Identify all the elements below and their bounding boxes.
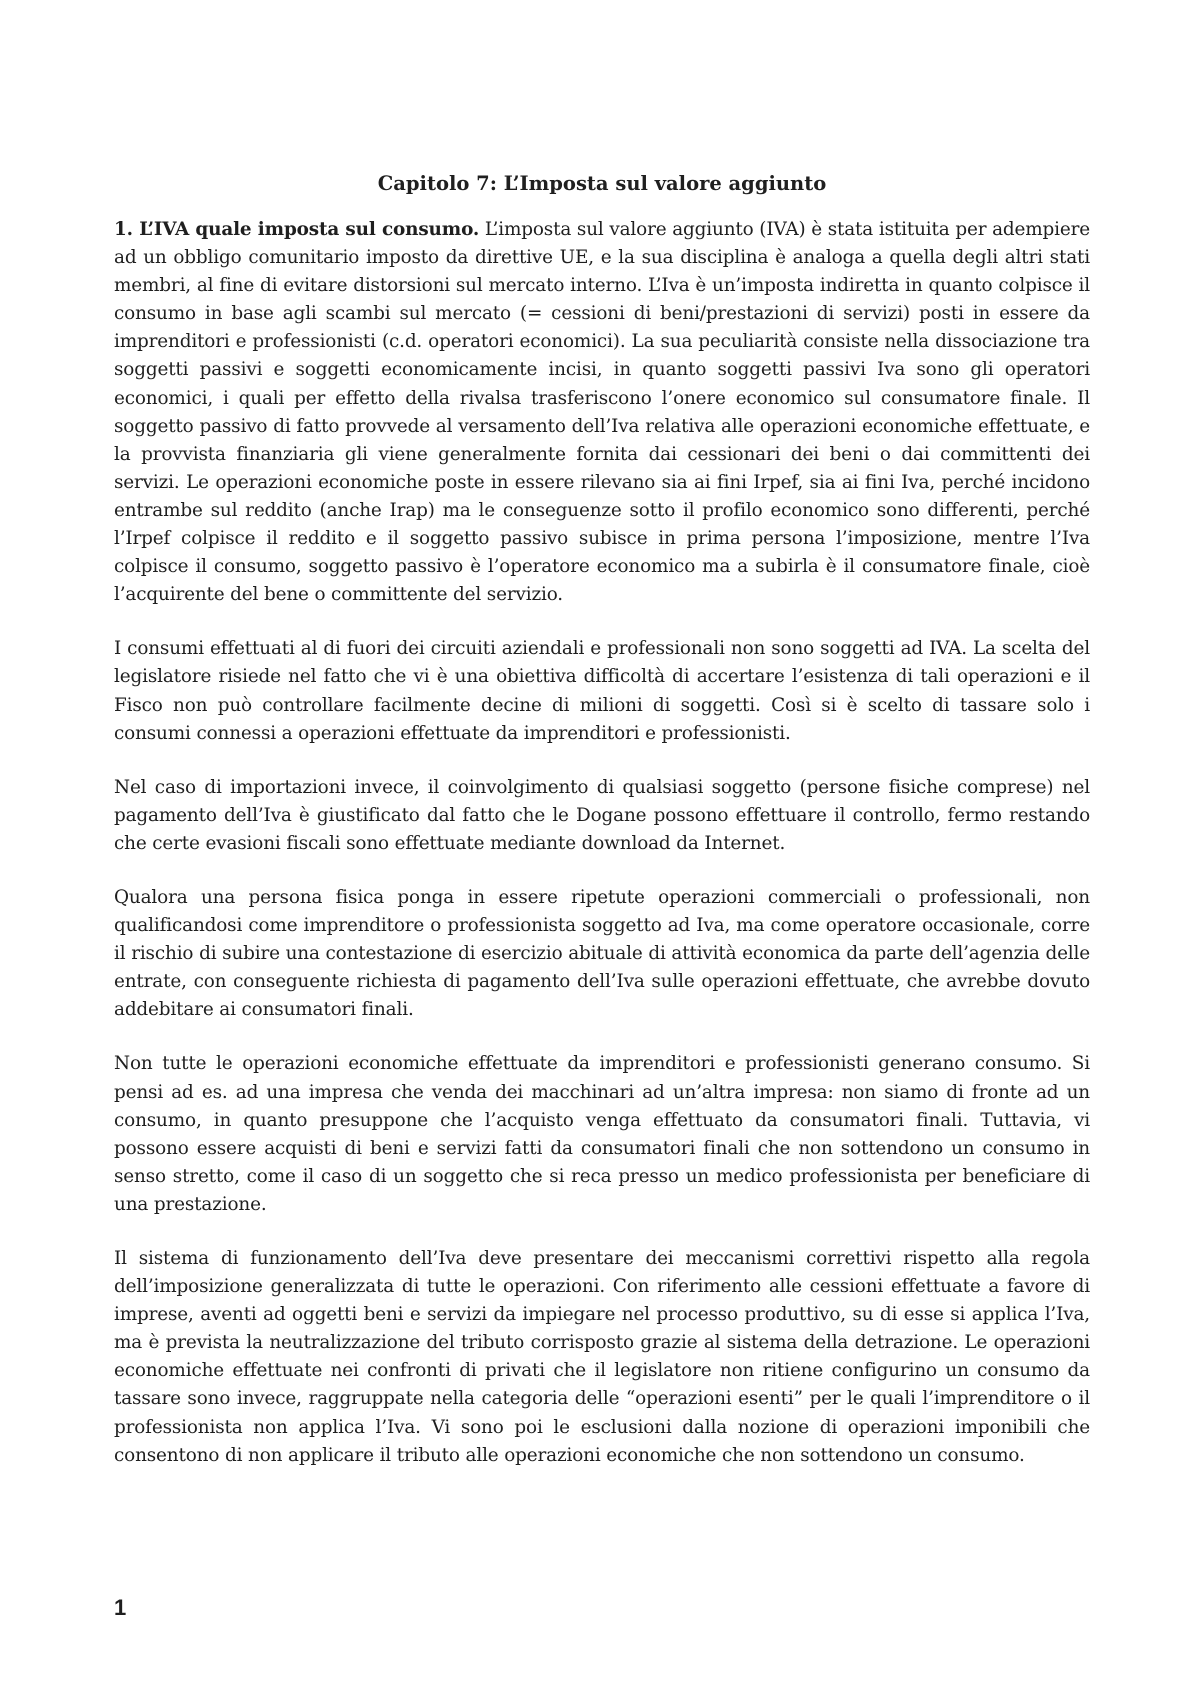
paragraph-text: L’imposta sul valore aggiunto (IVA) è stata istituita per adempiere ad un obbligo comunitario imposto da direttive UE, e la sua disciplina è analoga a quella degli altri stati membri, al fine di evitare distorsioni sul mercato interno. L’Iva è un’imposta indiretta in quanto colpisce il consumo in base agli scambi sul mercato (= cessioni di beni/prestazioni di servizi) posti in essere da imprenditori e professionisti (c.d. operatori economici). La sua peculiarità consiste nella dissociazione tra soggetti passivi e soggetti economicamente incisi, in quanto soggetti passivi Iva sono gli operatori economici, i quali per effetto della rivalsa trasferiscono l’onere economico sul consumatore finale. Il soggetto passivo di fatto provvede al versamento dell’Iva relativa alle operazioni economiche effettuate, e la provvista finanziaria gli viene generalmente fornita dai cessionari dei beni o dai committenti dei servizi. Le operazioni economiche poste in essere rilevano sia ai fini Irpef, sia ai fini Iva, perché incidono entrambe sul reddito (anche Irap) ma le conseguenze sotto il profilo economico sono differenti, perché l’Irpef colpisce il reddito e il soggetto passivo subisce in prima persona l’imposizione, mentre l’Iva colpisce il consumo, soggetto passivo è l’operatore economico ma a subirla è il consumatore finale, cioè l’acquirente del bene o committente del servizio.	[114, 219, 1091, 606]
paragraph-5: Non tutte le operazioni economiche effettuate da imprenditori e professionisti generano consumo. Si pensi ad es. ad una impresa che venda dei macchinari ad un’altra impresa: non siamo di fronte ad un consumo, in quanto presuppone che l’acquisto venga effettuato da consumatori finali. Tuttavia, vi possono essere acquisti di beni e servizi fatti da consumatori finali che non sottendono un consumo in senso stretto, come il caso di un soggetto che si reca presso un medico professionista per beneficiare di una prestazione.	[114, 1053, 1090, 1215]
paragraph-3: Nel caso di importazioni invece, il coinvolgimento di qualsiasi soggetto (persone fisiche comprese) nel pagamento dell’Iva è giustificato dal fatto che le Dogane possono effettuare il controllo, fermo restando che certe evasioni fiscali sono effettuate mediante download da Internet.	[114, 776, 1090, 854]
document-body	[114, 170, 1090, 1496]
paragraph-4: Qualora una persona fisica ponga in essere ripetute operazioni commerciali o professionali, non qualificandosi come imprenditore o professionista soggetto ad Iva, ma come operatore occasionale, corre il rischio di subire una contestazione di esercizio abituale di attività economica da parte dell’agenzia delle entrate, con conseguente richiesta di pagamento dell’Iva sulle operazioni effettuate, che avrebbe dovuto addebitare ai consumatori finali.	[114, 886, 1090, 1021]
section-heading: 1. L’IVA quale imposta sul consumo.	[114, 219, 480, 240]
paragraph-2: I consumi effettuati al di fuori dei circuiti aziendali e professionali non sono soggetti ad IVA. La scelta del legislatore risiede nel fatto che vi è una obiettiva difficoltà di accertare l’esistenza di tali operazioni e il Fisco non può controllare facilmente decine di milioni di soggetti. Così si è scelto di tassare solo i consumi connessi a operazioni effettuate da imprenditori e professionisti.	[114, 638, 1090, 744]
paragraph-6: Il sistema di funzionamento dell’Iva deve presentare dei meccanismi correttivi rispetto alla regola dell’imposizione generalizzata di tutte le operazioni. Con riferimento alle cessioni effettuate a favore di imprese, aventi ad oggetti beni e servizi da impiegare nel processo produttivo, su di esse si applica l’Iva, ma è prevista la neutralizzazione del tributo corrisposto grazie al sistema della detrazione. Le operazioni economiche effettuate nei confronti di privati che il legislatore non ritiene configurino un consumo da tassare sono invece, raggruppate nella categoria delle “operazioni esenti” per le quali l’imprenditore o il professionista non applica l’Iva. Vi sono poi le esclusioni dalla nozione di operazioni imponibili che consentono di non applicare il tributo alle operazioni economiche che non sottendono un consumo.	[114, 1248, 1090, 1466]
page-number: 1	[114, 1595, 127, 1620]
chapter-title: Capitolo 7: L’Imposta sul valore aggiunto	[377, 172, 827, 195]
paragraph-1	[114, 216, 1090, 609]
